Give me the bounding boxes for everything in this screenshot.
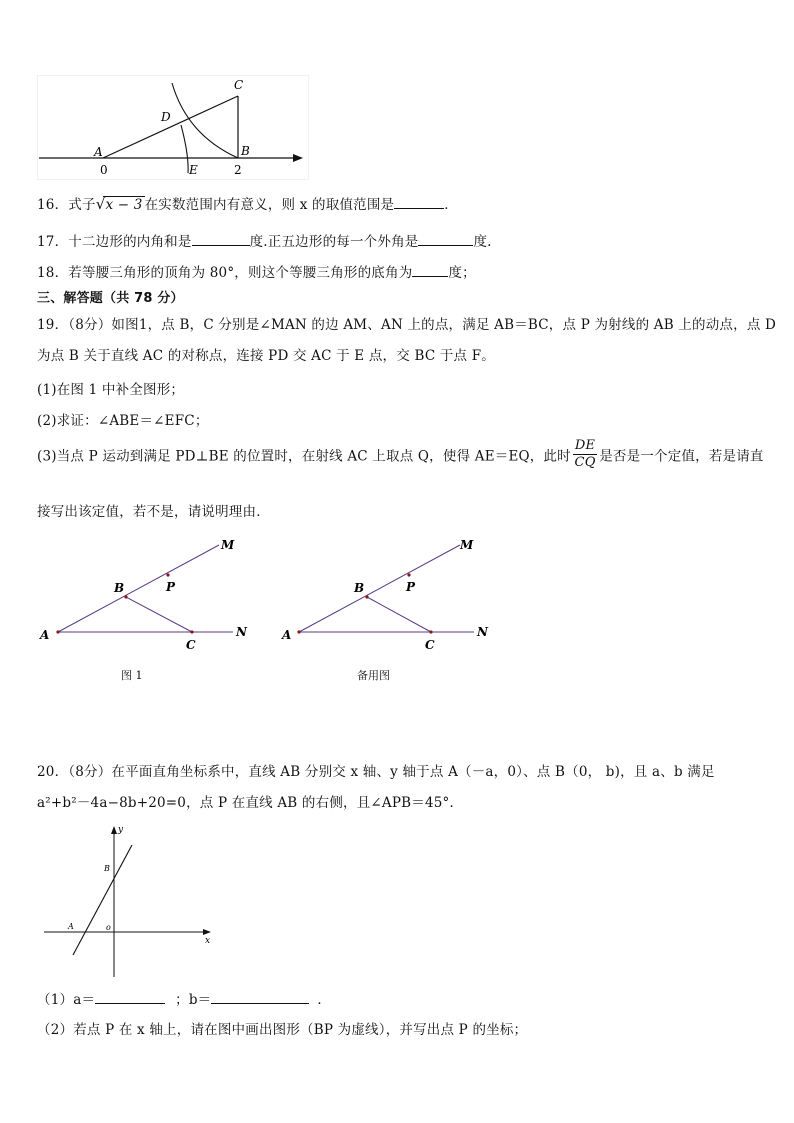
label-x: x	[205, 936, 211, 946]
label-B: B	[354, 581, 365, 595]
label-C: C	[186, 638, 196, 652]
fig1-caption: 图 1	[121, 669, 143, 682]
x-axis-arrow	[203, 929, 211, 935]
point-B	[124, 595, 127, 598]
label-C: C	[234, 78, 244, 92]
label-A: A	[68, 922, 74, 931]
point-B	[365, 595, 368, 598]
q19-sub3-c: 接写出该定值，若不是，请说明理由．	[37, 504, 270, 520]
q20-sub1	[37, 988, 331, 1008]
label-y: y	[118, 825, 124, 835]
label-N: N	[477, 625, 488, 639]
q19-sub3-a: (3)当点 P 运动到满足 PD⊥BE 的位置时，在射线 AC 上取点 Q，使得 AE＝EQ，此时	[37, 448, 571, 465]
q16-prefix: 16．式子	[37, 197, 96, 213]
label-P: P	[406, 580, 416, 594]
label-B: B	[114, 581, 125, 595]
q20-line1: 20．（8分）在平面直角坐标系中，直线 AB 分别交 x 轴、y 轴于点 A（－a，0）、点 B（0， b)，且 a、b 满足	[37, 764, 715, 780]
q18-blank[interactable]	[412, 264, 448, 277]
q20-coordinate-figure	[37, 820, 227, 980]
sqrt-sign: √	[95, 195, 106, 213]
label-origin: o	[106, 923, 111, 932]
label-A: A	[282, 628, 292, 642]
question-17	[37, 230, 492, 250]
q17-blank-1[interactable]	[192, 233, 250, 246]
q18-part1: 18．若等腰三角形的顶角为 80°，则这个等腰三角形的底角为	[37, 265, 413, 281]
q17-part2: 度.正五边形的每一个外角是	[249, 234, 419, 250]
backup-figure-caption: 备用图	[357, 669, 390, 682]
question-16	[37, 193, 458, 213]
label-M: M	[221, 538, 235, 552]
q19-sub3-b: 是否是一个定值，若是请直	[599, 448, 764, 465]
q19-figure-1	[37, 535, 257, 653]
q19-sub2: (2)求证：∠ABE＝∠EFC；	[37, 413, 209, 429]
label-B: B	[104, 864, 110, 873]
q20-sub1-c: ．	[317, 992, 332, 1008]
q20-blank-a[interactable]	[95, 991, 165, 1004]
ray-AM	[299, 545, 460, 632]
q20-sub2: （2）若点 P 在 x 轴上，请在图中画出图形（BP 为虚线），并写出点 P 的坐标；	[37, 1022, 528, 1038]
label-N: N	[236, 625, 247, 639]
q19-backup-figure	[278, 535, 498, 653]
q20-blank-b[interactable]	[211, 991, 309, 1004]
point-P	[407, 573, 410, 576]
q19-sub1: (1)在图 1 中补全图形；	[37, 382, 185, 398]
label-P: P	[166, 580, 176, 594]
label-A: A	[94, 145, 103, 159]
q18-part2: 度；	[448, 265, 476, 281]
point-C	[190, 630, 193, 633]
point-A	[297, 630, 300, 633]
q17-blank-2[interactable]	[418, 233, 473, 246]
q20-sub1-b: ；b＝	[175, 992, 212, 1008]
q20-sub1-a: （1）a＝	[37, 992, 96, 1008]
q19-line2: 为点 B 关于直线 AC 的对称点，连接 PD 交 AC 于 E 点，交 BC 于点 F。	[37, 348, 495, 364]
label-B: B	[241, 144, 250, 158]
frac-numerator: DE	[574, 438, 596, 453]
q17-part1: 17．十二边形的内角和是	[37, 234, 192, 250]
fraction-DE-over-CQ	[573, 438, 597, 471]
frac-denominator: CQ	[574, 455, 596, 470]
q19-sub3	[37, 438, 764, 471]
q16-suffix: 在实数范围内有意义，则 x 的取值范围是	[144, 197, 395, 213]
q16-end: ．	[444, 197, 458, 213]
tick-2: 2	[234, 163, 242, 177]
label-M: M	[460, 538, 474, 552]
label-A: A	[40, 628, 50, 642]
q17-part3: 度.	[473, 234, 492, 250]
y-axis-arrow	[111, 826, 117, 834]
label-D: D	[161, 110, 171, 124]
label-C: C	[425, 638, 435, 652]
point-P	[166, 573, 169, 576]
point-A	[56, 630, 59, 633]
section-3-title: 三、解答题（共 78 分）	[37, 291, 184, 306]
line-AB	[73, 845, 132, 955]
segment-BC	[126, 597, 192, 632]
q20-line2: a²+b²－4a−8b+20=0，点 P 在直线 AB 的右侧，且∠APB＝45°．	[37, 795, 464, 811]
q15-figure	[37, 75, 309, 180]
q16-answer-blank[interactable]	[394, 196, 444, 209]
segment-BC	[367, 597, 431, 632]
q16-radicand: x − 3	[105, 197, 143, 213]
label-E: E	[189, 163, 198, 177]
question-18	[37, 261, 476, 281]
tick-0: 0	[100, 163, 108, 177]
ray-AM	[58, 545, 219, 632]
point-C	[429, 630, 432, 633]
q19-line1: 19．（8分）如图1，点 B，C 分别是∠MAN 的边 AM、AN 上的点，满足 AB＝BC，点 P 为射线的 AB 上的动点，点 D	[37, 317, 777, 333]
